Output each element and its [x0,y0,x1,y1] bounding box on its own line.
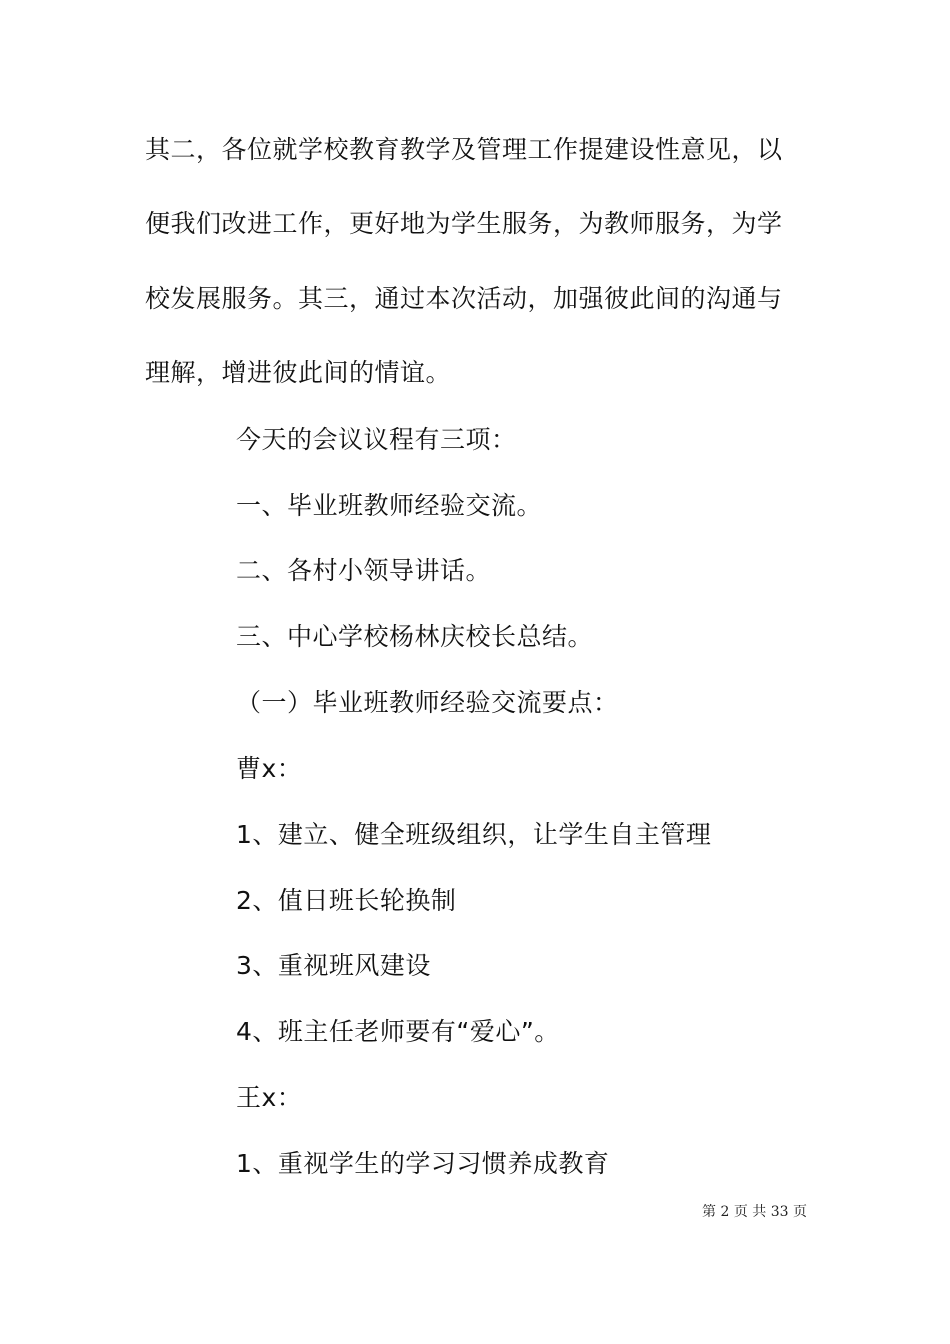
page-number-footer: 第 2 页 共 33 页 [702,1204,807,1220]
paragraph-line-3: 校发展服务。其三，通过本次活动，加强彼此间的沟通与 [145,284,783,313]
speaker-1-point-2: 2、值日班长轮换制 [236,886,457,915]
paragraph-line-4: 理解，增进彼此间的情谊。 [145,358,452,387]
agenda-intro: 今天的会议议程有三项： [236,425,517,454]
agenda-item-3: 三、中心学校杨林庆校长总结。 [236,622,594,651]
paragraph-line-2: 便我们改进工作，更好地为学生服务，为教师服务，为学 [145,209,783,238]
section-heading: （一）毕业班教师经验交流要点： [236,688,619,717]
speaker-1-point-1: 1、建立、健全班级组织，让学生自主管理 [236,820,712,849]
agenda-item-2: 二、各村小领导讲话。 [236,556,492,585]
speaker-2-name: 王x： [236,1083,303,1112]
speaker-1-point-3: 3、重视班风建设 [236,951,431,980]
agenda-item-1: 一、毕业班教师经验交流。 [236,491,543,520]
speaker-1-name: 曹x： [236,754,303,783]
speaker-2-point-1: 1、重视学生的学习习惯养成教育 [236,1149,610,1178]
paragraph-line-1: 其二，各位就学校教育教学及管理工作提建设性意见，以 [145,135,783,164]
speaker-1-point-4: 4、班主任老师要有“爱心”。 [236,1017,560,1046]
